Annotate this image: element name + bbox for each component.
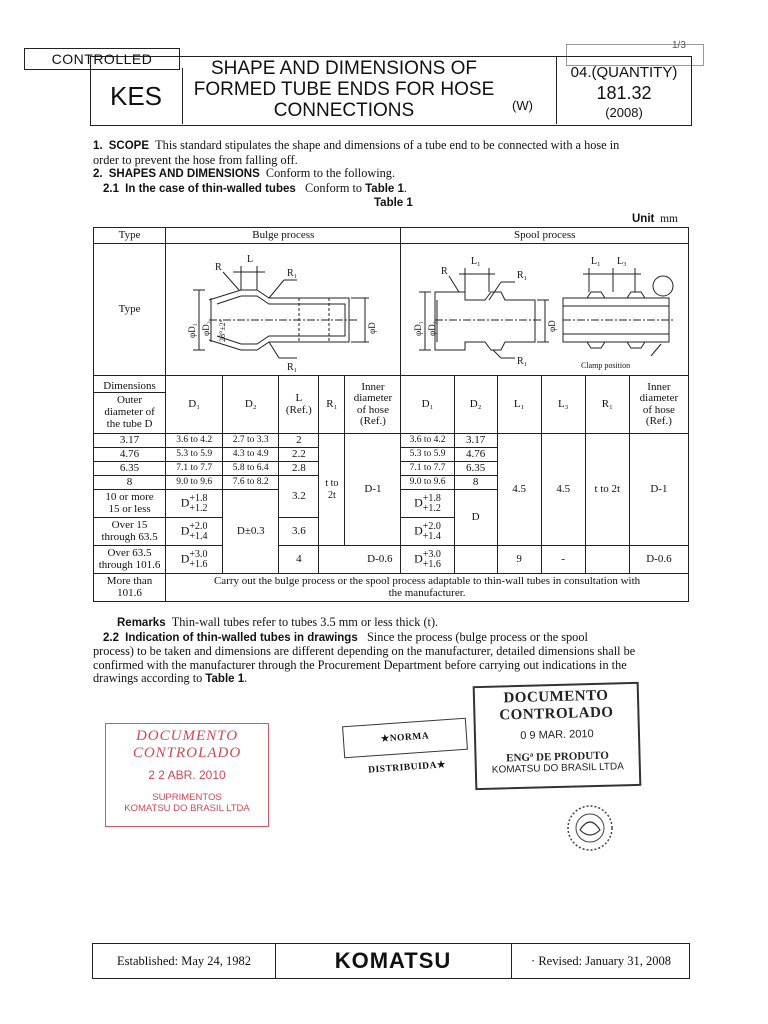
inner-line-1: Inner [361, 380, 385, 393]
D-symbol: D [180, 551, 190, 566]
dimensions-word: Dimensions [94, 380, 165, 393]
section-2-heading: SHAPES AND DIMENSIONS [108, 168, 260, 180]
tol-up: +1.8 [422, 492, 441, 504]
tol-up: +3.0 [422, 548, 441, 560]
section-2-2-line-1: Since the process (bulge process or the spool [366, 629, 588, 644]
row-spool-D1-tol [401, 518, 454, 546]
L-line-2: (Ref.) [285, 403, 312, 416]
section-1 [93, 139, 693, 196]
remarks-text: Thin-wall tubes refer to tubes 3.5 mm or less thick (t). [171, 615, 439, 629]
spool-L1-last: 9 [497, 546, 541, 574]
bulge-process-header: Bulge process [166, 228, 401, 244]
row-spool-D1-tol [401, 490, 454, 518]
spool-inner-D06: D-0.6 [629, 546, 688, 574]
spool-L1-header: L₁ [497, 376, 541, 434]
diagram-label-L1-clamp: L₁ [590, 255, 601, 267]
row-bulge-D2: 7.6 to 8.2 [223, 476, 279, 490]
tol-up: +3.0 [189, 548, 208, 560]
diagram-label-D: φD [367, 321, 378, 334]
bulge-D1-header: D₁ [166, 376, 223, 434]
L-line-1: L [295, 392, 303, 404]
row-bulge-D1-tol [166, 546, 223, 574]
spool-D1-header: D₁ [401, 376, 454, 434]
spool-L1-merged: 4.5 [497, 434, 541, 546]
D-symbol: D [414, 523, 423, 538]
D-symbol: D [414, 551, 423, 566]
black-stamp-dept: ENGª DE PRODUTO [506, 749, 610, 765]
diagram-label-R1-spool-top: R₁ [516, 269, 527, 281]
row-outer [94, 546, 166, 574]
row-L: 2 [279, 434, 319, 448]
revised-date: · Revised: January 31, 2008 [511, 944, 690, 978]
tol-up: +2.0 [189, 520, 208, 532]
red-stamp-line2: CONTROLADO [132, 745, 242, 761]
diagram-label-R-spool: R [440, 265, 448, 277]
diagram-label-R1-bottom: R₁ [287, 361, 298, 373]
section-2-2-end: . [244, 671, 248, 685]
row-bulge-D1: 9.0 to 9.6 [166, 476, 223, 490]
document-title [184, 58, 504, 121]
standard-year: (2008) [605, 105, 643, 120]
section-1-text-cont: order to prevent the hose from falling off. [93, 152, 298, 167]
red-stamp-dept: SUPRIMENTOS [152, 792, 222, 803]
row-outer [94, 490, 166, 518]
spool-process-header: Spool process [401, 228, 689, 244]
diagram-label-D1: φD₁ [187, 322, 198, 338]
red-stamp-line1: DOCUMENTO [135, 728, 239, 744]
diagram-label-D1-spool: φD₁ [412, 320, 423, 336]
inner-line-4: (Ref.) [359, 415, 386, 427]
row-bulge-D1: 7.1 to 7.7 [166, 462, 223, 476]
row-outer [94, 518, 166, 546]
diagram-label-R1-top: R₁ [287, 267, 298, 279]
established-date: Established: May 24, 1982 [93, 944, 276, 978]
more-l2: 101.6 [117, 586, 142, 599]
spool-D2-header: D₂ [454, 376, 497, 434]
bulge-inner-D1: D-1 [345, 434, 401, 546]
outer-line-3: the tube D [106, 417, 153, 430]
row-bulge-D1: 5.3 to 5.9 [166, 448, 223, 462]
spool-D2-blank [454, 546, 497, 574]
section-2-2-line-3: confirmed with the manufacturer through the Procurement Department before carrying out indications in the [93, 657, 627, 672]
spool-L3-header: L₃ [541, 376, 585, 434]
tol-down: +1.2 [189, 502, 208, 514]
diagram-label-D2: φD₂ [201, 320, 212, 336]
title-line-1: SHAPE AND DIMENSIONS OF [210, 58, 478, 79]
red-stamp-company: KOMATSU DO BRASIL LTDA [124, 803, 250, 814]
bulge-D2-header: D₂ [223, 376, 279, 434]
black-stamp-date: 0 9 MAR. 2010 [520, 728, 594, 742]
type-header: Type [94, 228, 166, 244]
row-L: 2.2 [279, 448, 319, 462]
row-spool-D1: 7.1 to 7.7 [401, 462, 454, 476]
section-2-2-line-2: process) to be taken and dimensions are different depending on the manufacturer, detailed dimensions shall be [93, 644, 636, 658]
title-line-3: CONNECTIONS [273, 100, 415, 121]
row-spool-D1: 9.0 to 9.6 [401, 476, 454, 490]
quantity-label: 04.(QUANTITY) [570, 64, 678, 81]
spool-R1-merged: t to 2t [585, 434, 629, 546]
more-note-l2: the manufacturer. [388, 586, 466, 599]
standard-number: 181.32 [596, 83, 652, 103]
inner-line-2: diameter [353, 392, 393, 404]
row-spool-D1-tol [401, 546, 454, 574]
row-bulge-D1: 3.6 to 4.2 [166, 434, 223, 448]
page-number: 1/3 [672, 40, 686, 51]
row-spool-D2: 4.76 [454, 448, 497, 462]
inner-s-line-3: of hose [642, 403, 675, 416]
section-1-heading: SCOPE [108, 140, 150, 152]
red-stamp-date: 2 2 ABR. 2010 [148, 768, 226, 782]
row-outer: 8 [94, 476, 166, 490]
tol-up: +2.0 [422, 520, 441, 532]
row-bulge-D1-tol [166, 518, 223, 546]
section-2-1-ref: Table 1 [365, 182, 404, 195]
red-controlled-stamp [105, 723, 269, 827]
outer-l2: through 63.5 [101, 530, 158, 543]
row-spool-D2: 8 [454, 476, 497, 490]
dimensions-header [94, 376, 166, 434]
inner-line-3: of hose [356, 403, 389, 416]
standard-number-box [556, 56, 691, 124]
section-2-1-num: 2.1 [103, 182, 119, 195]
bulge-L-header [279, 376, 319, 434]
bulge-inner-D06: D-0.6 [319, 546, 401, 574]
row-spool-D1: 5.3 to 5.9 [401, 448, 454, 462]
dimensions-table [93, 227, 689, 602]
outer-l2: through 101.6 [98, 558, 161, 571]
diagram-label-clamp-position: Clamp position [580, 360, 630, 370]
unit-label [632, 213, 678, 225]
diagram-label-R: R [215, 261, 222, 273]
row-bulge-D2: 4.3 to 4.9 [223, 448, 279, 462]
bulge-process-diagram [169, 246, 397, 374]
komatsu-logo: KOMATSU [334, 948, 452, 973]
tol-down: +1.4 [422, 530, 441, 542]
table-row [94, 574, 689, 602]
section-2-1-heading: In the case of thin-walled tubes [125, 182, 296, 195]
section-2-2-num: 2.2 [103, 631, 119, 644]
remarks-section [93, 616, 693, 687]
bulge-inner-header [345, 376, 401, 434]
tol-down: +1.4 [189, 530, 208, 542]
black-stamp-company: KOMATSU DO BRASIL LTDA [491, 761, 625, 776]
footer-box [92, 943, 690, 979]
unit-value: mm [660, 213, 678, 225]
section-1-num: 1. [93, 140, 103, 152]
row-outer [94, 574, 166, 602]
section-2-text: Conform to the following. [265, 166, 396, 180]
outer-line-1: Outer [117, 393, 143, 406]
remarks-label: Remarks [117, 617, 166, 629]
table-caption: Table 1 [374, 197, 413, 209]
diagram-label-D-spool: φD [546, 319, 557, 332]
outer-l1: Over 15 [111, 519, 148, 531]
title-line-2: FORMED TUBE ENDS FOR HOSE [193, 79, 495, 100]
row-spool-D2: 6.35 [454, 462, 497, 476]
row-outer: 6.35 [94, 462, 166, 476]
outer-l1: Over 63.5 [107, 547, 152, 559]
bulge-R1-merged: t to 2t [319, 434, 345, 546]
section-2-num: 2. [93, 168, 103, 180]
bulge-R1-header: R₁ [319, 376, 345, 434]
round-seal-icon [562, 800, 618, 856]
spool-L3-last: - [541, 546, 585, 574]
row-bulge-D2: 2.7 to 3.3 [223, 434, 279, 448]
unit-word: Unit [632, 213, 655, 225]
diagram-label-L1: L₁ [470, 255, 481, 267]
row-L: 3.2 [279, 476, 319, 518]
row-bulge-D1-tol [166, 490, 223, 518]
row-outer: 3.17 [94, 434, 166, 448]
norma-distribuida-stamp: ★NORMA DISTRIBUIDA★ [342, 718, 468, 759]
spool-process-diagram [405, 246, 685, 374]
tol-down: +1.6 [189, 558, 208, 570]
bulge-D2-merged: D±0.3 [223, 490, 279, 574]
section-2-1-end: . [403, 180, 407, 195]
row-spool-D1: 3.6 to 4.2 [401, 434, 454, 448]
section-2-1-text: Conform to [305, 180, 363, 195]
spool-diagram-cell [401, 244, 689, 376]
more-note-l1: Carry out the bulge process or the spool process adaptable to thin-wall tubes in consultation with [213, 575, 641, 587]
outer-line-2: diameter of [104, 405, 155, 418]
outer-l1: 10 or more [105, 491, 154, 503]
section-2-2-line-4: drawings according to [93, 671, 203, 685]
row-L: 2.8 [279, 462, 319, 476]
diagram-label-L: L [247, 253, 254, 265]
section-1-text: This standard stipulates the shape and dimensions of a tube end to be connected with a hose in [155, 138, 620, 152]
black-controlled-stamp [473, 682, 642, 790]
row-L: 3.6 [279, 518, 319, 546]
spool-inner-D1: D-1 [629, 434, 688, 546]
inner-s-line-1: Inner [647, 380, 671, 393]
D-symbol: D [414, 495, 423, 510]
spool-inner-header [629, 376, 688, 434]
controlled-label: CONTROLLED [24, 48, 180, 70]
row-outer: 4.76 [94, 448, 166, 462]
diagram-label-angle: 28°±2° [218, 318, 228, 342]
inner-s-line-4: (Ref.) [645, 415, 672, 427]
tol-up: +1.8 [189, 492, 208, 504]
row-spool-D2: 3.17 [454, 434, 497, 448]
section-2-2-ref: Table 1 [205, 673, 245, 685]
kes-label: KES [90, 68, 183, 124]
tol-down: +1.2 [422, 502, 441, 514]
outer-l2: 15 or less [108, 502, 151, 515]
diagram-label-R1-spool-bottom: R₁ [516, 355, 527, 367]
D-symbol: D [180, 523, 190, 538]
spool-D2-D: D [454, 490, 497, 546]
row-L: 4 [279, 546, 319, 574]
w-mark: (W) [512, 98, 533, 113]
spool-L3-merged: 4.5 [541, 434, 585, 546]
D-symbol: D [180, 495, 190, 510]
more-l1: More than [106, 575, 153, 587]
black-stamp-line1: DOCUMENTO [503, 687, 609, 707]
type-row-label: Type [94, 244, 166, 376]
spool-R1-blank [585, 546, 629, 574]
section-2-2-heading: Indication of thin-walled tubes in drawings [125, 631, 358, 644]
inner-s-line-2: diameter [639, 392, 679, 404]
bulge-diagram-cell [166, 244, 401, 376]
diagram-label-D2-spool: φD₂ [426, 320, 437, 336]
more-than-note [166, 574, 689, 602]
row-bulge-D2: 5.8 to 6.4 [223, 462, 279, 476]
table-row [94, 434, 689, 448]
tol-down: +1.6 [422, 558, 441, 570]
spool-R1-header: R₁ [585, 376, 629, 434]
table-row [94, 546, 689, 574]
black-stamp-line2: CONTROLADO [499, 704, 614, 724]
diagram-label-L3-clamp: L₃ [616, 255, 627, 267]
